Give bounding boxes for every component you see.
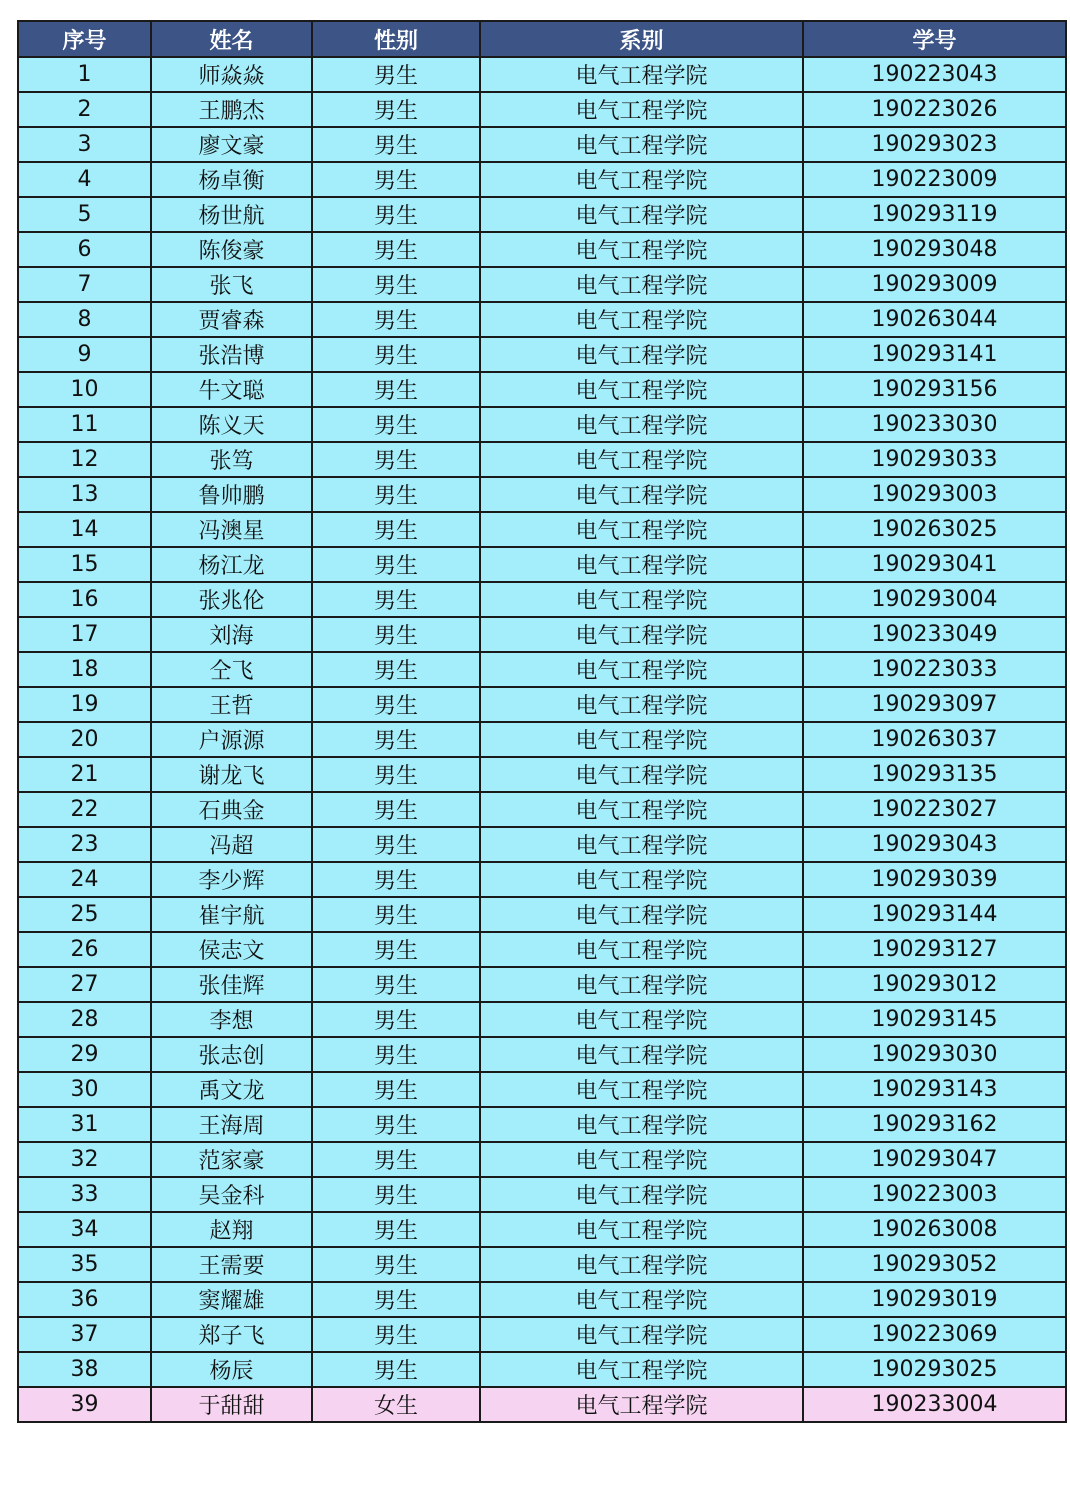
cell-dept: 电气工程学院 [480, 652, 803, 687]
cell-dept: 电气工程学院 [480, 897, 803, 932]
cell-index: 27 [18, 967, 151, 1002]
cell-index: 12 [18, 442, 151, 477]
cell-dept: 电气工程学院 [480, 1107, 803, 1142]
cell-gender: 男生 [312, 1352, 480, 1387]
cell-gender: 男生 [312, 792, 480, 827]
cell-student-id: 190293144 [803, 897, 1066, 932]
cell-dept: 电气工程学院 [480, 757, 803, 792]
cell-gender: 男生 [312, 407, 480, 442]
header-dept: 系别 [480, 21, 803, 57]
cell-student-id: 190293143 [803, 1072, 1066, 1107]
cell-dept: 电气工程学院 [480, 1387, 803, 1422]
cell-index: 36 [18, 1282, 151, 1317]
table-row [18, 232, 1066, 267]
cell-name: 冯澳星 [151, 512, 312, 547]
cell-name: 郑子飞 [151, 1317, 312, 1352]
table-row [18, 337, 1066, 372]
cell-index: 2 [18, 92, 151, 127]
table-row [18, 407, 1066, 442]
cell-index: 7 [18, 267, 151, 302]
cell-student-id: 190223009 [803, 162, 1066, 197]
cell-name: 崔宇航 [151, 897, 312, 932]
cell-gender: 男生 [312, 477, 480, 512]
cell-student-id: 190293023 [803, 127, 1066, 162]
cell-name: 窦耀雄 [151, 1282, 312, 1317]
table-row [18, 442, 1066, 477]
cell-name: 张兆伦 [151, 582, 312, 617]
table-row [18, 1177, 1066, 1212]
table-row [18, 547, 1066, 582]
cell-gender: 男生 [312, 442, 480, 477]
cell-index: 35 [18, 1247, 151, 1282]
cell-gender: 男生 [312, 1177, 480, 1212]
cell-gender: 女生 [312, 1387, 480, 1422]
cell-index: 18 [18, 652, 151, 687]
table-row [18, 827, 1066, 862]
cell-student-id: 190293135 [803, 757, 1066, 792]
header-student-id: 学号 [803, 21, 1066, 57]
cell-gender: 男生 [312, 1142, 480, 1177]
table-row [18, 687, 1066, 722]
cell-name: 杨卓衡 [151, 162, 312, 197]
cell-dept: 电气工程学院 [480, 162, 803, 197]
cell-index: 14 [18, 512, 151, 547]
cell-gender: 男生 [312, 372, 480, 407]
cell-student-id: 190223027 [803, 792, 1066, 827]
cell-student-id: 190293003 [803, 477, 1066, 512]
cell-index: 39 [18, 1387, 151, 1422]
cell-student-id: 190293052 [803, 1247, 1066, 1282]
cell-name: 刘海 [151, 617, 312, 652]
cell-student-id: 190223069 [803, 1317, 1066, 1352]
cell-dept: 电气工程学院 [480, 372, 803, 407]
table-row [18, 477, 1066, 512]
cell-name: 张志创 [151, 1037, 312, 1072]
table-row [18, 57, 1066, 92]
cell-student-id: 190223003 [803, 1177, 1066, 1212]
cell-index: 37 [18, 1317, 151, 1352]
cell-name: 李少辉 [151, 862, 312, 897]
cell-name: 张浩博 [151, 337, 312, 372]
table-row [18, 1387, 1066, 1422]
cell-gender: 男生 [312, 827, 480, 862]
cell-name: 李想 [151, 1002, 312, 1037]
cell-dept: 电气工程学院 [480, 967, 803, 1002]
cell-index: 6 [18, 232, 151, 267]
cell-dept: 电气工程学院 [480, 337, 803, 372]
table-row [18, 617, 1066, 652]
cell-gender: 男生 [312, 162, 480, 197]
cell-student-id: 190293012 [803, 967, 1066, 1002]
table-row [18, 1352, 1066, 1387]
cell-index: 38 [18, 1352, 151, 1387]
cell-dept: 电气工程学院 [480, 722, 803, 757]
cell-gender: 男生 [312, 897, 480, 932]
header-index: 序号 [18, 21, 151, 57]
cell-dept: 电气工程学院 [480, 127, 803, 162]
cell-student-id: 190293048 [803, 232, 1066, 267]
cell-dept: 电气工程学院 [480, 792, 803, 827]
cell-student-id: 190293141 [803, 337, 1066, 372]
cell-index: 11 [18, 407, 151, 442]
cell-student-id: 190293097 [803, 687, 1066, 722]
cell-gender: 男生 [312, 1212, 480, 1247]
cell-student-id: 190233004 [803, 1387, 1066, 1422]
cell-gender: 男生 [312, 652, 480, 687]
cell-student-id: 190293043 [803, 827, 1066, 862]
table-row [18, 722, 1066, 757]
cell-gender: 男生 [312, 757, 480, 792]
table-row [18, 792, 1066, 827]
cell-student-id: 190293145 [803, 1002, 1066, 1037]
cell-dept: 电气工程学院 [480, 442, 803, 477]
table-row [18, 372, 1066, 407]
cell-dept: 电气工程学院 [480, 932, 803, 967]
cell-index: 23 [18, 827, 151, 862]
table-row [18, 267, 1066, 302]
header-gender: 性别 [312, 21, 480, 57]
table-row [18, 302, 1066, 337]
cell-student-id: 190293119 [803, 197, 1066, 232]
table-row [18, 1107, 1066, 1142]
cell-index: 29 [18, 1037, 151, 1072]
cell-dept: 电气工程学院 [480, 1177, 803, 1212]
table-row [18, 1002, 1066, 1037]
cell-dept: 电气工程学院 [480, 1072, 803, 1107]
cell-student-id: 190263025 [803, 512, 1066, 547]
cell-index: 26 [18, 932, 151, 967]
cell-student-id: 190223033 [803, 652, 1066, 687]
cell-gender: 男生 [312, 547, 480, 582]
cell-name: 户源源 [151, 722, 312, 757]
cell-index: 25 [18, 897, 151, 932]
cell-gender: 男生 [312, 932, 480, 967]
cell-name: 赵翔 [151, 1212, 312, 1247]
cell-gender: 男生 [312, 1002, 480, 1037]
table-row [18, 1247, 1066, 1282]
cell-dept: 电气工程学院 [480, 197, 803, 232]
cell-student-id: 190263037 [803, 722, 1066, 757]
cell-index: 5 [18, 197, 151, 232]
cell-name: 廖文豪 [151, 127, 312, 162]
cell-name: 于甜甜 [151, 1387, 312, 1422]
cell-student-id: 190263044 [803, 302, 1066, 337]
cell-gender: 男生 [312, 232, 480, 267]
student-roster [17, 20, 1065, 1423]
cell-gender: 男生 [312, 967, 480, 1002]
cell-name: 杨世航 [151, 197, 312, 232]
cell-name: 张佳辉 [151, 967, 312, 1002]
cell-index: 20 [18, 722, 151, 757]
cell-index: 4 [18, 162, 151, 197]
cell-index: 31 [18, 1107, 151, 1142]
cell-dept: 电气工程学院 [480, 687, 803, 722]
cell-name: 牛文聪 [151, 372, 312, 407]
cell-dept: 电气工程学院 [480, 1317, 803, 1352]
table-row [18, 1072, 1066, 1107]
cell-index: 17 [18, 617, 151, 652]
table-row [18, 932, 1066, 967]
cell-gender: 男生 [312, 267, 480, 302]
cell-student-id: 190293019 [803, 1282, 1066, 1317]
cell-index: 21 [18, 757, 151, 792]
cell-name: 范家豪 [151, 1142, 312, 1177]
cell-index: 30 [18, 1072, 151, 1107]
cell-dept: 电气工程学院 [480, 477, 803, 512]
cell-name: 侯志文 [151, 932, 312, 967]
cell-name: 谢龙飞 [151, 757, 312, 792]
cell-gender: 男生 [312, 127, 480, 162]
cell-gender: 男生 [312, 512, 480, 547]
cell-student-id: 190293156 [803, 372, 1066, 407]
student-table [17, 20, 1067, 1423]
cell-name: 王哲 [151, 687, 312, 722]
table-row [18, 967, 1066, 1002]
cell-dept: 电气工程学院 [480, 1212, 803, 1247]
cell-student-id: 190223043 [803, 57, 1066, 92]
cell-name: 张笃 [151, 442, 312, 477]
cell-index: 9 [18, 337, 151, 372]
cell-dept: 电气工程学院 [480, 1037, 803, 1072]
cell-name: 贾睿森 [151, 302, 312, 337]
cell-gender: 男生 [312, 1247, 480, 1282]
cell-name: 陈俊豪 [151, 232, 312, 267]
cell-gender: 男生 [312, 582, 480, 617]
cell-gender: 男生 [312, 862, 480, 897]
cell-student-id: 190293047 [803, 1142, 1066, 1177]
cell-gender: 男生 [312, 1282, 480, 1317]
cell-gender: 男生 [312, 687, 480, 722]
cell-student-id: 190293127 [803, 932, 1066, 967]
cell-name: 陈义天 [151, 407, 312, 442]
cell-dept: 电气工程学院 [480, 1282, 803, 1317]
cell-name: 杨辰 [151, 1352, 312, 1387]
cell-student-id: 190293025 [803, 1352, 1066, 1387]
table-row [18, 92, 1066, 127]
cell-index: 8 [18, 302, 151, 337]
header-name: 姓名 [151, 21, 312, 57]
cell-dept: 电气工程学院 [480, 232, 803, 267]
table-row [18, 127, 1066, 162]
cell-index: 3 [18, 127, 151, 162]
table-row [18, 1212, 1066, 1247]
table-row [18, 897, 1066, 932]
cell-gender: 男生 [312, 92, 480, 127]
cell-name: 杨江龙 [151, 547, 312, 582]
cell-index: 10 [18, 372, 151, 407]
cell-index: 34 [18, 1212, 151, 1247]
cell-dept: 电气工程学院 [480, 547, 803, 582]
cell-index: 33 [18, 1177, 151, 1212]
table-row [18, 757, 1066, 792]
table-row [18, 652, 1066, 687]
cell-gender: 男生 [312, 337, 480, 372]
cell-index: 22 [18, 792, 151, 827]
cell-dept: 电气工程学院 [480, 1247, 803, 1282]
cell-name: 石典金 [151, 792, 312, 827]
cell-name: 王鹏杰 [151, 92, 312, 127]
cell-name: 张飞 [151, 267, 312, 302]
cell-gender: 男生 [312, 197, 480, 232]
cell-name: 禹文龙 [151, 1072, 312, 1107]
cell-gender: 男生 [312, 57, 480, 92]
cell-student-id: 190293041 [803, 547, 1066, 582]
cell-student-id: 190293033 [803, 442, 1066, 477]
cell-student-id: 190223026 [803, 92, 1066, 127]
cell-index: 28 [18, 1002, 151, 1037]
cell-index: 15 [18, 547, 151, 582]
cell-index: 32 [18, 1142, 151, 1177]
table-row [18, 1142, 1066, 1177]
cell-name: 鲁帅鹏 [151, 477, 312, 512]
cell-name: 仝飞 [151, 652, 312, 687]
cell-dept: 电气工程学院 [480, 1002, 803, 1037]
cell-student-id: 190293039 [803, 862, 1066, 897]
cell-dept: 电气工程学院 [480, 267, 803, 302]
cell-dept: 电气工程学院 [480, 862, 803, 897]
cell-dept: 电气工程学院 [480, 1142, 803, 1177]
table-row [18, 1317, 1066, 1352]
cell-student-id: 190233049 [803, 617, 1066, 652]
table-row [18, 162, 1066, 197]
cell-index: 24 [18, 862, 151, 897]
table-row [18, 1037, 1066, 1072]
cell-dept: 电气工程学院 [480, 92, 803, 127]
cell-name: 冯超 [151, 827, 312, 862]
cell-dept: 电气工程学院 [480, 512, 803, 547]
cell-gender: 男生 [312, 617, 480, 652]
cell-dept: 电气工程学院 [480, 57, 803, 92]
table-row [18, 862, 1066, 897]
table-row [18, 1282, 1066, 1317]
table-row [18, 512, 1066, 547]
cell-name: 师焱焱 [151, 57, 312, 92]
table-body [18, 57, 1066, 1422]
table-row [18, 582, 1066, 617]
cell-gender: 男生 [312, 722, 480, 757]
cell-dept: 电气工程学院 [480, 827, 803, 862]
cell-student-id: 190233030 [803, 407, 1066, 442]
cell-gender: 男生 [312, 1317, 480, 1352]
cell-dept: 电气工程学院 [480, 302, 803, 337]
header-row [18, 21, 1066, 57]
cell-gender: 男生 [312, 1107, 480, 1142]
cell-student-id: 190293162 [803, 1107, 1066, 1142]
cell-gender: 男生 [312, 1072, 480, 1107]
cell-name: 王需要 [151, 1247, 312, 1282]
cell-gender: 男生 [312, 302, 480, 337]
cell-gender: 男生 [312, 1037, 480, 1072]
cell-index: 16 [18, 582, 151, 617]
cell-name: 王海周 [151, 1107, 312, 1142]
table-row [18, 197, 1066, 232]
cell-index: 13 [18, 477, 151, 512]
table-header [18, 21, 1066, 57]
cell-dept: 电气工程学院 [480, 582, 803, 617]
cell-student-id: 190263008 [803, 1212, 1066, 1247]
cell-dept: 电气工程学院 [480, 617, 803, 652]
cell-student-id: 190293030 [803, 1037, 1066, 1072]
cell-student-id: 190293004 [803, 582, 1066, 617]
cell-index: 19 [18, 687, 151, 722]
cell-dept: 电气工程学院 [480, 1352, 803, 1387]
cell-dept: 电气工程学院 [480, 407, 803, 442]
cell-student-id: 190293009 [803, 267, 1066, 302]
cell-name: 吴金科 [151, 1177, 312, 1212]
cell-index: 1 [18, 57, 151, 92]
